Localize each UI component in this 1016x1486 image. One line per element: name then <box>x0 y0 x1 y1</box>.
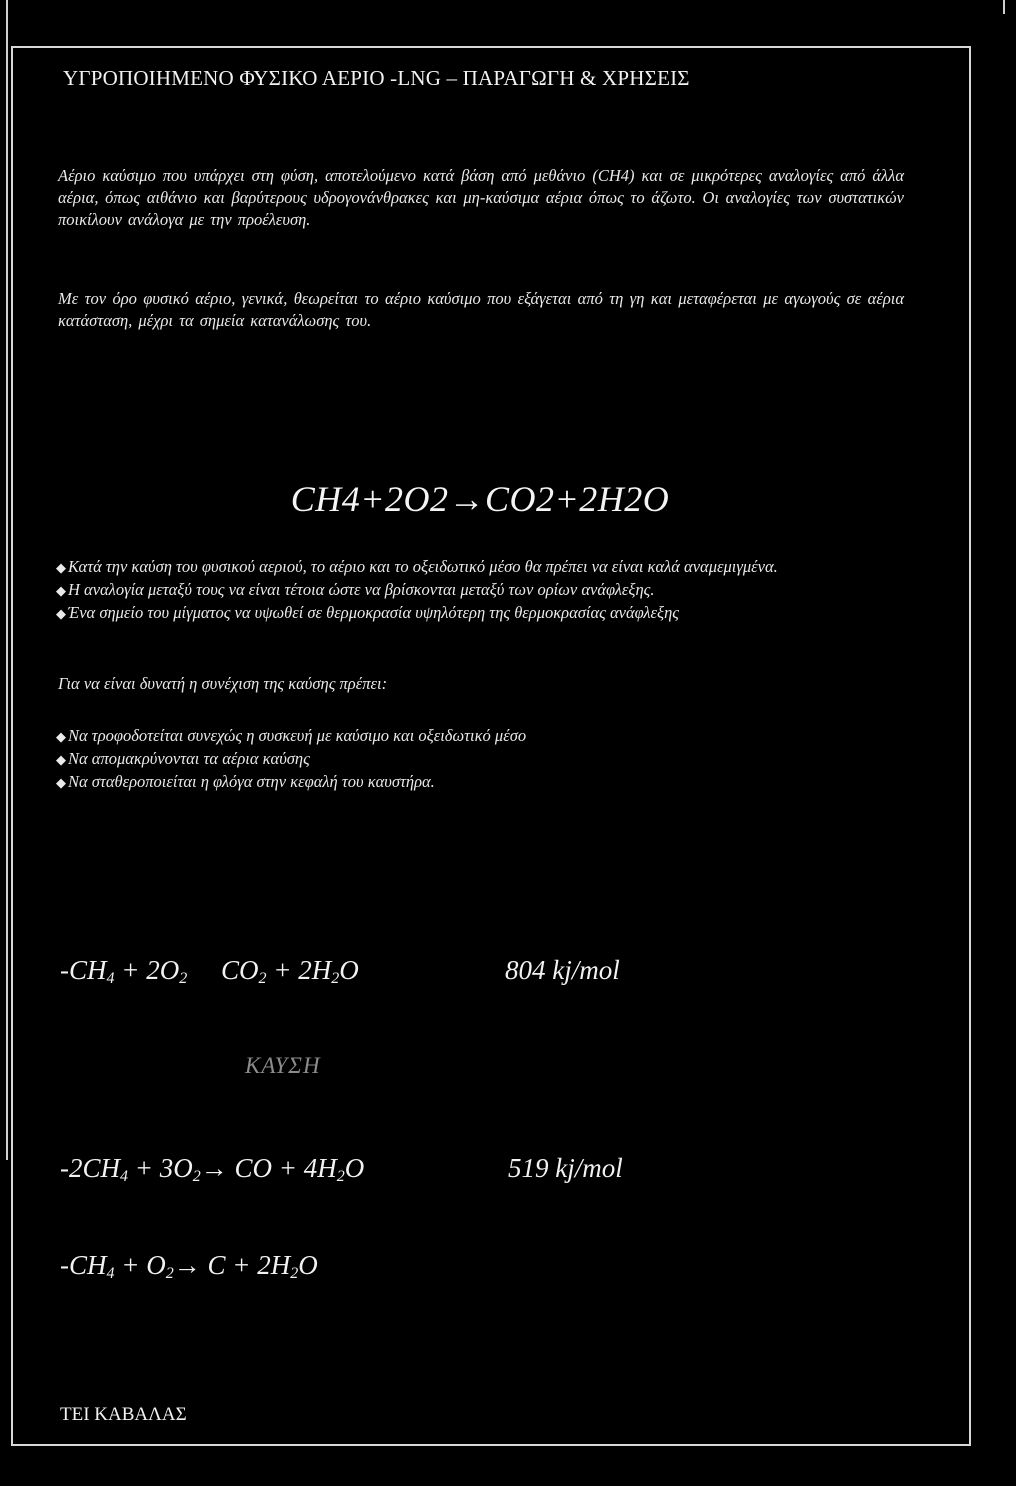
diamond-bullet-icon: ◆ <box>56 729 66 744</box>
diamond-bullet-icon: ◆ <box>56 606 66 621</box>
list-item: ◆ Να σταθεροποιείται η φλόγα στην κεφαλή του καυστήρα. <box>56 772 435 791</box>
diamond-bullet-icon: ◆ <box>56 752 66 767</box>
diamond-bullet-icon: ◆ <box>56 583 66 598</box>
reaction-1-energy: 804 kj/mol <box>505 955 620 985</box>
diamond-bullet-icon: ◆ <box>56 775 66 790</box>
list-item: ◆ Ένα σημείο του μίγματος να υψωθεί σε θερμοκρασία υψηλότερη της θερμοκρασίας ανάφλεξης <box>56 603 679 622</box>
reaction-1-equation: $-CH_4 + 2O_2$ $CO_2 + 2H_2O$ <box>60 955 359 987</box>
reaction-2-equation: $-2CH_4 + 3O_2\to$ CO + $4H_2O$ <box>60 1153 365 1185</box>
list-item: ◆ Να τροφοδοτείται συνεχώς η συσκευή με καύσιμο και οξειδωτικό μέσο <box>56 726 527 745</box>
diamond-bullet-icon: ◆ <box>56 560 66 575</box>
combustion-conditions-list <box>56 556 906 625</box>
main-combustion-equation: CH4+2O2→CO2+2H2O <box>290 479 670 519</box>
continuation-list <box>56 725 906 794</box>
list-item: ◆ Κατά την καύση του φυσικού αεριού, το αέριο και το οξειδωτικό μέσο θα πρέπει να είναι καλά αναμεμιγμένα. <box>56 557 778 576</box>
reaction-3-equation: $-CH_4 + O_2\to C + 2H_2O$ <box>60 1250 318 1282</box>
left-edge-line <box>6 0 8 1160</box>
intro-paragraph-1: Αέριο καύσιμο που υπάρχει στη φύση, αποτελούμενο κατά βάση από μεθάνιο (CH4) και σε μικρότερες αναλογίες από άλλα αέρια, όπως αιθάνιο και βαρύτερους υδρογονάνθρακες και μη-καύσιμα αέρια όπως το άζωτο. Οι αναλογίες των συστατικών ποικίλουν ανάλογα με την προέλευση. <box>58 166 904 229</box>
intro-paragraph-2: Με τον όρο φυσικό αέριο, γενικά, θεωρείται το αέριο καύσιμο που εξάγεται από τη γη και μεταφέρεται με αγωγούς σε αέρια κατάσταση, μέχρι τα σημεία κατανάλωσης του. <box>58 289 904 330</box>
list-item: ◆ Η αναλογία μεταξύ τους να είναι τέτοια ώστε να βρίσκονται μεταξύ των ορίων ανάφλεξης. <box>56 580 655 599</box>
page-header: ΥΓΡΟΠΟΙΗΜΕΝΟ ΦΥΣΙΚΟ ΑΕΡΙΟ -LNG – ΠΑΡΑΓΩΓΗ & ΧΡΗΣΕΙΣ <box>63 66 690 90</box>
watermark-text: ΚΑΥΣΗ <box>245 1053 321 1078</box>
page-footer: ΤΕΙ ΚΑΒΑΛΑΣ <box>60 1404 187 1425</box>
right-edge-line <box>1003 0 1005 14</box>
list-item: ◆ Να απομακρύνονται τα αέρια καύσης <box>56 749 310 768</box>
continuation-lead: Για να είναι δυνατή η συνέχιση της καύσης πρέπει: <box>58 674 388 693</box>
reaction-2-energy: 519 kj/mol <box>508 1153 623 1183</box>
